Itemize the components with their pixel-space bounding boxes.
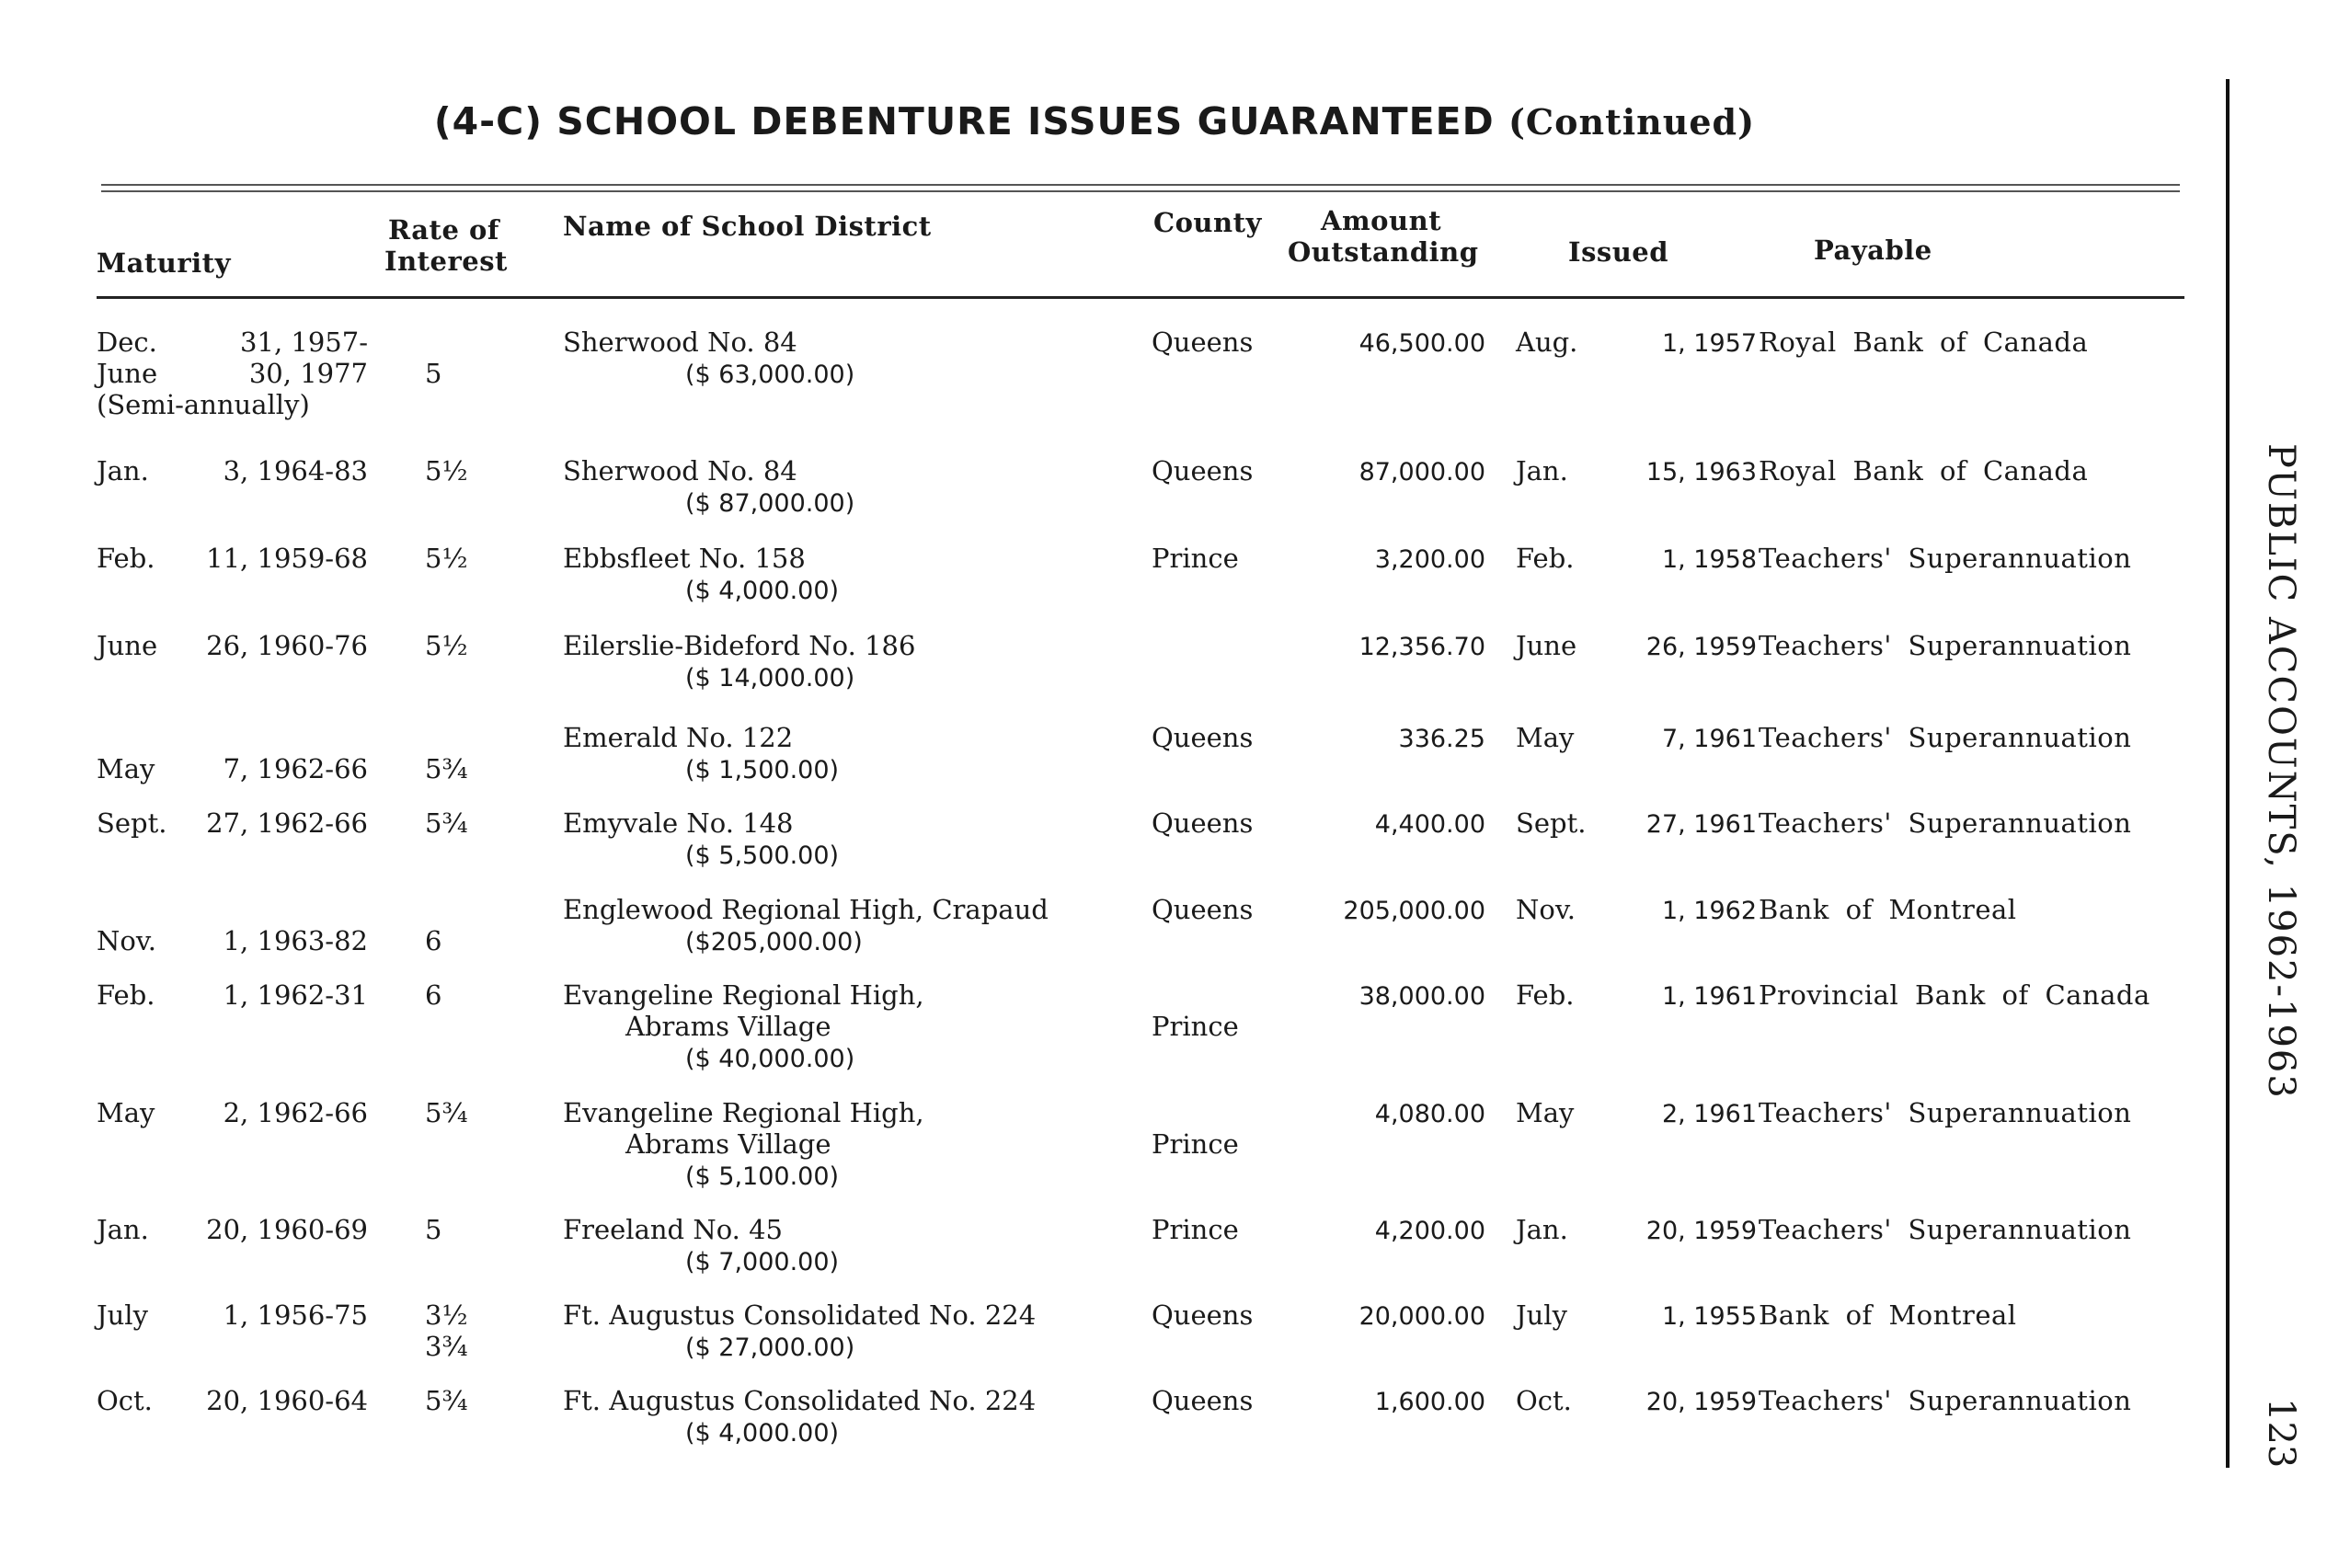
issued-date: 1, 1962	[1661, 897, 1757, 925]
district-name: Sherwood No. 84	[563, 326, 797, 358]
maturity-date: 1, 1956-75	[223, 1299, 368, 1331]
interest-rate: 5½	[425, 455, 468, 486]
district-name: Evangeline Regional High,	[563, 979, 924, 1011]
amount-outstanding: 4,080.00	[1374, 1100, 1485, 1128]
payable-at: Royal Bank of Canada	[1759, 455, 2089, 486]
issued-date: 1, 1957	[1661, 329, 1757, 358]
maturity-date: 2, 1962-66	[223, 1097, 368, 1128]
payable-at: Bank of Montreal	[1759, 894, 2017, 925]
county: Queens	[1152, 894, 1254, 925]
maturity-date: 7, 1962-66	[223, 753, 368, 784]
maturity-date: 1, 1963-82	[223, 925, 368, 956]
maturity-date: 27, 1962-66	[206, 807, 368, 839]
payable-at: Teachers' Superannuation	[1759, 1214, 2132, 1245]
payable-at: Teachers' Superannuation	[1759, 630, 2132, 661]
payable-at: Teachers' Superannuation	[1759, 1385, 2132, 1416]
interest-rate: 5½	[425, 630, 468, 661]
amount-outstanding: 12,356.70	[1358, 633, 1485, 661]
maturity-date: 26, 1960-76	[206, 630, 368, 661]
maturity-month: Dec.	[97, 326, 157, 358]
issued-date: 20, 1959	[1645, 1388, 1757, 1416]
district-original-amount: ($ 7,000.00)	[685, 1248, 840, 1276]
county: Prince	[1152, 1128, 1239, 1160]
interest-rate: 5	[425, 1214, 442, 1245]
issued-month: July	[1516, 1299, 1567, 1331]
district-name: Sherwood No. 84	[563, 455, 797, 486]
issued-date: 26, 1959	[1645, 633, 1757, 661]
header-rate-line2: Interest	[384, 246, 508, 277]
header-amount-line1: Amount	[1321, 205, 1442, 236]
issued-month: Feb.	[1516, 979, 1575, 1011]
payable-at: Teachers' Superannuation	[1759, 722, 2132, 753]
district-original-amount: ($205,000.00)	[685, 928, 863, 956]
interest-rate: 5½	[425, 543, 468, 574]
district-original-amount: ($ 87,000.00)	[685, 489, 855, 518]
header-top-rule	[101, 184, 2180, 186]
payable-at: Provincial Bank of Canada	[1759, 979, 2150, 1011]
maturity-month: June	[97, 630, 158, 661]
district-name: Abrams Village	[625, 1128, 831, 1160]
district-original-amount: ($ 4,000.00)	[685, 577, 840, 605]
district-original-amount: ($ 1,500.00)	[685, 756, 840, 784]
county: Queens	[1152, 1299, 1254, 1331]
interest-rate: 3½	[425, 1299, 468, 1331]
issued-date: 27, 1961	[1645, 810, 1757, 839]
header-top-rule-2	[101, 190, 2180, 192]
amount-outstanding: 3,200.00	[1374, 545, 1485, 574]
district-original-amount: ($ 14,000.00)	[685, 664, 855, 692]
maturity-month: May	[97, 1097, 155, 1128]
county: Queens	[1152, 807, 1254, 839]
payable-at: Teachers' Superannuation	[1759, 1097, 2132, 1128]
county: Queens	[1152, 326, 1254, 358]
header-payable: Payable	[1814, 235, 1932, 266]
issued-month: Jan.	[1516, 1214, 1568, 1245]
issued-month: June	[1516, 630, 1577, 661]
amount-outstanding: 4,400.00	[1374, 810, 1485, 839]
payable-at: Royal Bank of Canada	[1759, 326, 2089, 358]
issued-date: 20, 1959	[1645, 1217, 1757, 1245]
amount-outstanding: 87,000.00	[1358, 458, 1485, 486]
district-name: Freeland No. 45	[563, 1214, 783, 1245]
district-original-amount: ($ 4,000.00)	[685, 1419, 840, 1448]
issued-date: 1, 1958	[1661, 545, 1757, 574]
header-maturity: Maturity	[97, 247, 231, 279]
county: Prince	[1152, 1011, 1239, 1042]
interest-rate: 5¾	[425, 1385, 468, 1416]
payable-at: Bank of Montreal	[1759, 1299, 2017, 1331]
title-continued: (Continued)	[1507, 101, 1756, 143]
issued-month: Sept.	[1516, 807, 1587, 839]
interest-rate: 6	[425, 979, 442, 1011]
district-name: Emyvale No. 148	[563, 807, 794, 839]
district-name: Evangeline Regional High,	[563, 1097, 924, 1128]
maturity-month: Sept.	[97, 807, 167, 839]
maturity-month: May	[97, 753, 155, 784]
amount-outstanding: 20,000.00	[1358, 1302, 1485, 1331]
header-name: Name of School District	[563, 211, 932, 242]
maturity-month: June	[97, 358, 158, 389]
header-issued: Issued	[1568, 236, 1669, 268]
interest-rate: 5	[425, 358, 442, 389]
district-name: Englewood Regional High, Crapaud	[563, 894, 1049, 925]
payable-at: Teachers' Superannuation	[1759, 543, 2132, 574]
district-name: Ft. Augustus Consolidated No. 224	[563, 1299, 1037, 1331]
maturity-month: Nov.	[97, 925, 156, 956]
interest-rate: 5¾	[425, 807, 468, 839]
maturity-month: Oct.	[97, 1385, 153, 1416]
maturity-month: Jan.	[97, 455, 149, 486]
district-original-amount: ($ 40,000.00)	[685, 1045, 855, 1073]
issued-month: May	[1516, 1097, 1575, 1128]
amount-outstanding: 1,600.00	[1374, 1388, 1485, 1416]
amount-outstanding: 205,000.00	[1343, 897, 1485, 925]
issued-month: Jan.	[1516, 455, 1568, 486]
district-name: Abrams Village	[625, 1011, 831, 1042]
maturity-date: 20, 1960-64	[206, 1385, 368, 1416]
header-bottom-rule	[97, 296, 2184, 299]
interest-rate: 6	[425, 925, 442, 956]
page-number: 123	[2260, 1398, 2302, 1469]
running-head: PUBLIC ACCOUNTS, 1962-1963	[2260, 443, 2302, 1100]
interest-rate: 3¾	[425, 1331, 468, 1362]
maturity-month: July	[97, 1299, 148, 1331]
maturity-month: Jan.	[97, 1214, 149, 1245]
title-text: (4-C) SCHOOL DEBENTURE ISSUES GUARANTEED	[433, 99, 1495, 143]
district-name: Emerald No. 122	[563, 722, 794, 753]
amount-outstanding: 46,500.00	[1358, 329, 1485, 358]
issued-date: 1, 1961	[1661, 982, 1757, 1011]
amount-outstanding: 4,200.00	[1374, 1217, 1485, 1245]
amount-outstanding: 38,000.00	[1358, 982, 1485, 1011]
maturity-date: 11, 1959-68	[206, 543, 368, 574]
maturity-date: 30, 1977	[248, 358, 368, 389]
interest-rate: 5¾	[425, 753, 468, 784]
issued-date: 1, 1955	[1661, 1302, 1757, 1331]
header-county: County	[1153, 207, 1262, 238]
issued-month: Nov.	[1516, 894, 1576, 925]
maturity-month: Feb.	[97, 979, 155, 1011]
issued-month: Feb.	[1516, 543, 1575, 574]
amount-outstanding: 336.25	[1398, 725, 1485, 753]
right-margin-rule	[2226, 79, 2230, 1468]
page-title	[0, 99, 2189, 143]
district-original-amount: ($ 27,000.00)	[685, 1333, 855, 1362]
county: Prince	[1152, 543, 1239, 574]
maturity-date: 20, 1960-69	[206, 1214, 368, 1245]
district-original-amount: ($ 5,500.00)	[685, 841, 840, 870]
district-original-amount: ($ 5,100.00)	[685, 1162, 840, 1191]
payable-at: Teachers' Superannuation	[1759, 807, 2132, 839]
district-original-amount: ($ 63,000.00)	[685, 361, 855, 389]
county: Queens	[1152, 455, 1254, 486]
county: Queens	[1152, 722, 1254, 753]
district-name: Ebbsfleet No. 158	[563, 543, 806, 574]
issued-date: 2, 1961	[1661, 1100, 1757, 1128]
county: Queens	[1152, 1385, 1254, 1416]
county: Prince	[1152, 1214, 1239, 1245]
district-name: Eilerslie-Bideford No. 186	[563, 630, 916, 661]
maturity-note: (Semi-annually)	[97, 389, 310, 420]
maturity-date: 3, 1964-83	[223, 455, 368, 486]
maturity-date: 1, 1962-31	[223, 979, 368, 1011]
interest-rate: 5¾	[425, 1097, 468, 1128]
header-rate-line1: Rate of	[388, 214, 499, 246]
issued-month: Oct.	[1516, 1385, 1572, 1416]
maturity-month: Feb.	[97, 543, 155, 574]
district-name: Ft. Augustus Consolidated No. 224	[563, 1385, 1037, 1416]
issued-month: May	[1516, 722, 1575, 753]
header-amount-line2: Outstanding	[1288, 236, 1479, 268]
issued-date: 15, 1963	[1645, 458, 1757, 486]
issued-month: Aug.	[1516, 326, 1578, 358]
maturity-date: 31, 1957-	[240, 326, 368, 358]
issued-date: 7, 1961	[1661, 725, 1757, 753]
